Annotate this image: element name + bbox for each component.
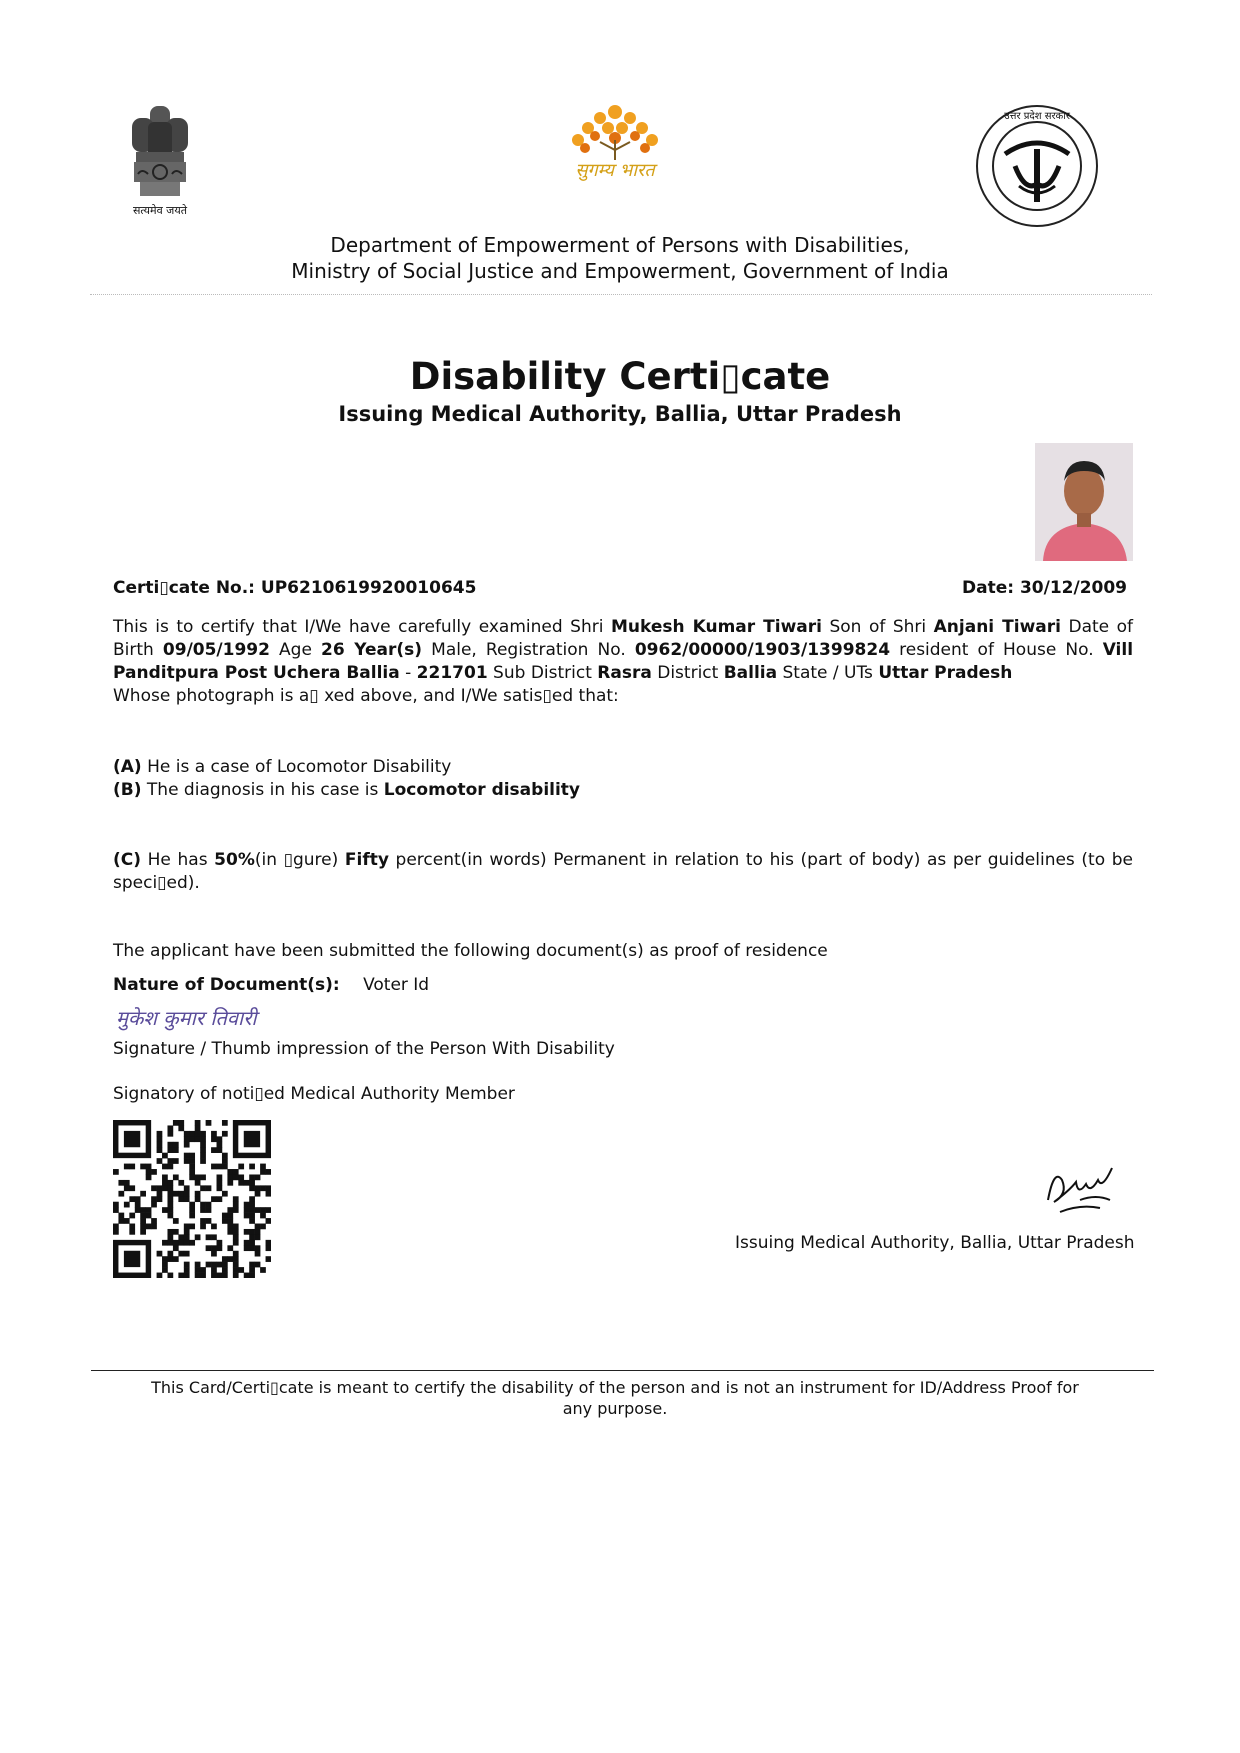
certificate-number: Certi▯cate No.: UP6210619920010645 [113,578,477,598]
registration-number: 0962/00000/1903/1399824 [634,640,891,660]
footer-disclaimer: This Card/Certi▯cate is meant to certify the disability of the person and is not an instrument for ID/Address Proof for any purpose. [151,1378,1079,1418]
date-of-birth: 09/05/1992 [162,640,270,660]
certification-paragraph [113,616,1133,708]
body-text: Sub District [487,663,598,683]
signatory-caption: Signatory of noti▯ed Medical Authority Member [113,1084,515,1104]
footer-divider [91,1370,1154,1371]
page-title: Disability Certi▯cate [409,355,831,398]
diagnosis-value: Locomotor disability [383,780,581,800]
finding-c-label: (C) [113,850,142,870]
document-nature-value: Voter Id [363,975,430,995]
authority-caption: Issuing Medical Authority, Ballia, Uttar Pradesh [735,1233,1135,1253]
body-text: - [399,663,417,683]
emblem-motto: सत्यमेव जयते [132,204,187,217]
document-nature-label: Nature of Document(s): [113,975,340,995]
finding-b-text: The diagnosis in his case is [141,780,384,800]
finding-b-label: (B) [113,780,142,800]
sub-district: Rasra [597,663,652,683]
father-name: Anjani Tiwari [933,617,1061,637]
finding-a-label: (A) [113,757,142,777]
finding-c-text: He has [141,850,215,870]
certificate-date: Date: 30/12/2009 [962,578,1128,598]
body-text: resident of House No. [890,640,1103,660]
body-text: Age [269,640,322,660]
up-government-seal [975,104,1099,228]
photo-affixed-line: Whose photograph is a▯ xed above, and I/We satis▯ed that: [113,686,619,706]
body-text: State / UTs [777,663,879,683]
applicant-signature: मुकेश कुमार तिवारी [116,1006,257,1030]
disability-percent-words: Fifty [344,850,389,870]
body-text: Date of Birth [113,617,1133,660]
address: Vill Panditpura Post Uchera Ballia [113,640,1134,683]
sugamya-bharat-logo [560,100,670,200]
body-text: Male, Registration No. [422,640,635,660]
finding-c [113,849,1133,895]
pin-code: 221701 [416,663,488,683]
documents-intro: The applicant have been submitted the following document(s) as proof of residence [113,941,828,961]
document-nature [113,975,429,995]
age: 26 Year(s) [321,640,423,660]
department-name: Department of Empowerment of Persons with Disabilities, [330,233,910,257]
finding-c-text: (in ▯gure) [254,850,345,870]
applicant-signature-caption: Signature / Thumb impression of the Person With Disability [113,1039,615,1059]
authority-signature [1040,1160,1120,1220]
body-text: Son of Shri [821,617,934,637]
finding-b [113,779,580,802]
page-subtitle: Issuing Medical Authority, Ballia, Uttar Pradesh [338,402,902,426]
qr-code [113,1120,271,1278]
state: Uttar Pradesh [878,663,1013,683]
body-text: This is to certify that I/We have carefully examined Shri [113,617,611,637]
applicant-name: Mukesh Kumar Tiwari [610,617,822,637]
district: Ballia [723,663,778,683]
seal-text: उत्तर प्रदेश सरकार [1004,111,1070,122]
applicant-photo [1035,443,1133,561]
ministry-name: Ministry of Social Justice and Empowerment, Government of India [291,259,949,283]
emblem-of-india-logo [118,100,202,225]
finding-a [113,756,451,779]
disability-percent: 50% [214,850,255,870]
finding-a-text: He is a case of Locomotor Disability [141,757,452,777]
body-text: District [651,663,724,683]
header-divider [90,294,1152,295]
sugamya-logo-text: सुगम्य भारत [575,160,655,181]
finding-c-text: percent(in words) Permanent in relation to his (part of body) as per guidelines (to be speci▯ed). [113,850,1133,893]
